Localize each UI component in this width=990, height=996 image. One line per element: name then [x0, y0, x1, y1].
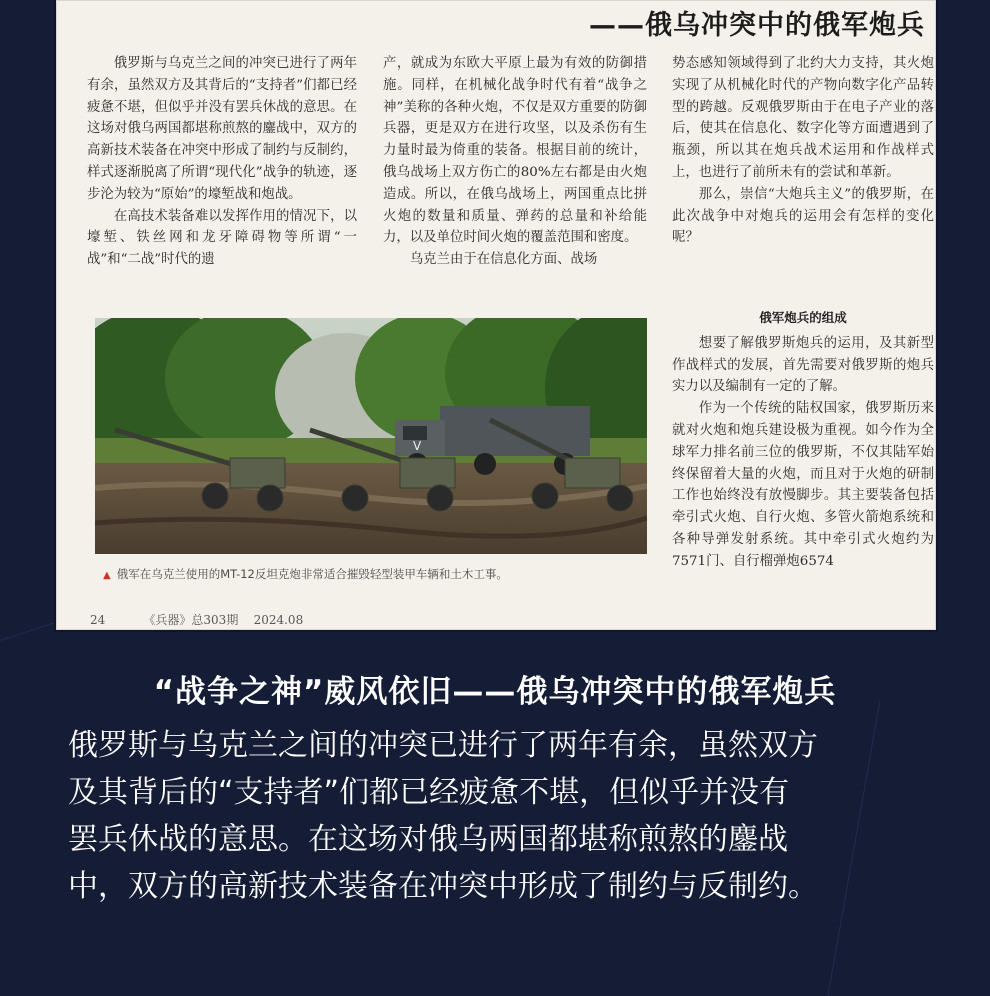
summary-line: 俄罗斯与乌克兰之间的冲突已进行了两年有余，虽然双方 — [68, 728, 818, 763]
summary-text — [68, 722, 948, 910]
paragraph: 在高技术装备难以发挥作用的情况下，以壕堑、铁丝网和龙牙障碍物等所谓“一战”和“二战”时代的遗 — [87, 208, 357, 268]
red-triangle-icon: ▲ — [103, 570, 111, 581]
paragraph: 俄罗斯与乌克兰之间的冲突已进行了两年有余，虽然双方及其背后的“支持者”们都已经疲惫不堪，但似乎并没有罢兵休战的意思。在这场对俄乌两国都堪称煎熬的鏖战中，双方的高新技术装备在冲突中形成了制约与反制约，样式逐渐脱离了所谓“现代化”战争的轨迹，逐步沦为较为“原始”的壕堑战和炮战。 — [87, 56, 357, 202]
paragraph: 作为一个传统的陆权国家，俄罗斯历来就对火炮和炮兵建设极为重视。如今作为全球军力排名前三位的俄罗斯，不仅其陆军始终保留着大量的火炮，而且对于火炮的研制工作也始终没有放慢脚步。其主要装备包括牵引式火炮、自行火炮、多管火箭炮系统和各种导弹发射系统。其中牵引式火炮约为7571门、自行榴弹炮6574 — [672, 401, 934, 569]
summary-line: 中，双方的高新技术装备在冲突中形成了制约与反制约。 — [68, 869, 818, 904]
paragraph: 乌克兰由于在信息化方面、战场 — [409, 252, 598, 268]
summary-line: 罢兵休战的意思。在这场对俄乌两国都堪称煎熬的鏖战 — [68, 822, 788, 857]
page-title: ——俄乌冲突中的俄军炮兵 — [589, 10, 925, 41]
paragraph: 那么，崇信“大炮兵主义”的俄罗斯，在此次战争中对炮兵的运用会有怎样的变化呢？ — [672, 186, 934, 246]
headline: “战争之神”威风依旧——俄乌冲突中的俄军炮兵 — [153, 674, 837, 710]
paragraph: 想要了解俄罗斯炮兵的运用，及其新型作战样式的发展，首先需要对俄罗斯的炮兵实力以及编制有一定的了解。 — [672, 335, 934, 395]
artillery-photo — [95, 318, 647, 554]
text-column-3-section — [672, 309, 934, 573]
magazine-page — [56, 0, 936, 630]
text-column-3 — [672, 53, 934, 249]
paragraph: 势态感知领域得到了北约大力支持，其火炮实现了从机械化时代的产物向数字化产品转型的跨越。反观俄罗斯由于在电子产业的落后，使其在信息化、数字化等方面遭遇到了瓶颈，所以其在炮兵战术运用和作战样式上，也进行了前所未有的尝试和革新。 — [672, 56, 934, 180]
svg-text:V: V — [413, 439, 422, 453]
paragraph: 产，就成为东欧大平原上最为有效的防御措施。同样，在机械化战争时代有着“战争之神”美称的各种火炮，不仅是双方重要的防御兵器，更是双方在进行攻坚，以及杀伤有生力量时最为倚重的装备。根据目前的统计，俄乌战场上双方伤亡的80%左右都是由火炮造成。所以，在俄乌战场上，两国重点比拼火炮的数量和质量、弹药的总量和补给能力，以及单位时间火炮的覆盖范围和密度。 — [383, 56, 647, 246]
photo-caption — [103, 566, 663, 582]
text-column-1 — [87, 53, 357, 271]
page-footer: 24 《兵器》总303期 2024.08 — [90, 613, 304, 627]
section-heading: 俄军炮兵的组成 — [759, 310, 847, 325]
summary-line: 及其背后的“支持者”们都已经疲惫不堪，但似乎并没有 — [68, 775, 790, 810]
caption-text: 俄军在乌克兰使用的MT-12反坦克炮非常适合摧毁轻型装甲车辆和土木工事。 — [116, 567, 508, 581]
text-column-2 — [383, 53, 647, 271]
